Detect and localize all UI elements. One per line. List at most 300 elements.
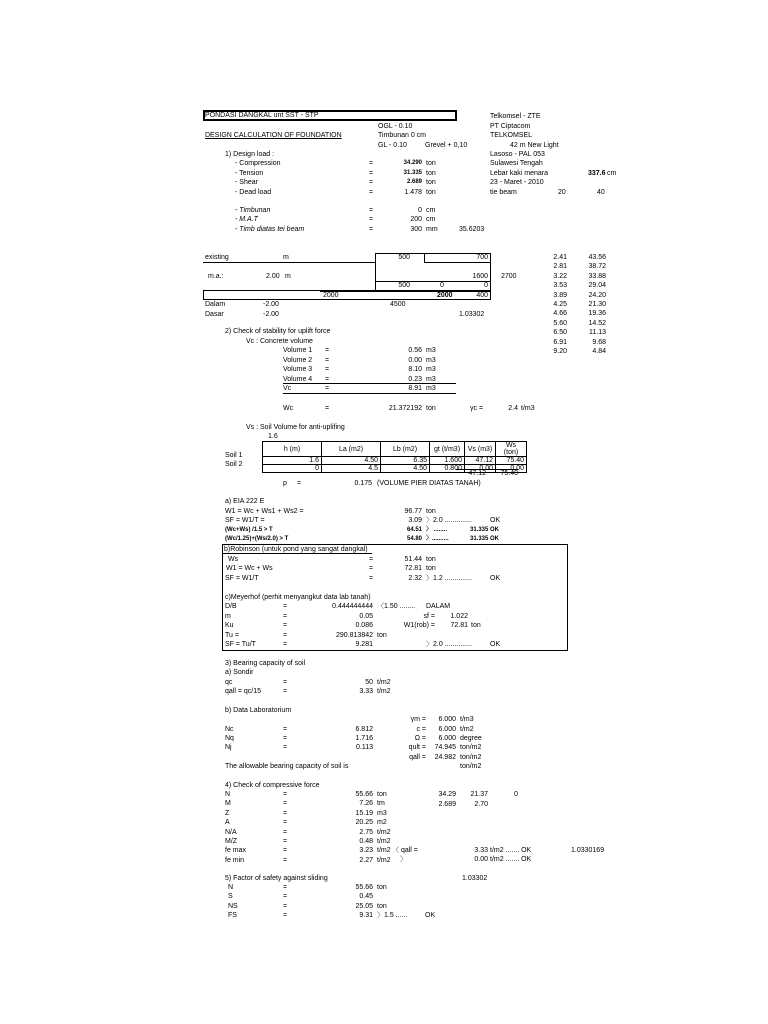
sliding-value: 55.66 [355, 884, 373, 891]
bearing-sub: a) Sondir [225, 669, 254, 676]
bearing-phi: Ω = [414, 735, 426, 742]
comp-eq: = [283, 809, 288, 817]
sliding-value: 0.45 [359, 893, 373, 901]
eia-sf: SF = W1/T = [225, 517, 265, 524]
section-col2-value: 9.68 [592, 338, 606, 346]
meyerhof-ku-value: 0.086 [355, 622, 373, 629]
load-label: - Dead load [235, 189, 272, 196]
volume-eq: = [325, 385, 330, 392]
robinson-value: 72.81 [404, 565, 422, 572]
row-500: 500 [398, 282, 410, 289]
eia-heading: a) EIA 222 E [225, 498, 265, 505]
load-value: 2.689 [406, 179, 422, 185]
meyerhof-eq: = [283, 603, 288, 610]
meyerhof-ku: Ku [225, 622, 234, 629]
right-info-3: 42 m New Light [510, 142, 559, 149]
dalam-label: Dalam [205, 301, 226, 308]
section-col2-value: 21.30 [588, 301, 606, 308]
comp-unit: t/m2 [377, 856, 391, 864]
right-info-0: Telkomsel - ZTE [490, 113, 541, 120]
meyerhof-eq: = [283, 641, 288, 648]
sliding-eq: = [283, 884, 288, 891]
sliding-unit: ton [377, 902, 387, 910]
bearing-heading: 3) Bearing capacity of soil [225, 660, 306, 667]
bearing-qc-value: 50 [365, 679, 373, 686]
comp-eq: = [283, 838, 288, 845]
compressive-heading: 4) Check of compressive force [225, 782, 320, 789]
vc-label: Vc : Concrete volume [246, 338, 313, 345]
eia-l4-ok: OK [490, 536, 499, 542]
robinson-eq: = [369, 565, 374, 572]
bearing-gm-unit: t/m3 [460, 716, 474, 723]
robinson-heading: b)Robinson (untuk pond yang sangat dangkal) [224, 546, 368, 553]
value-2700: 2700 [501, 273, 517, 280]
comp-label: N/A [225, 828, 237, 836]
bearing-nj-value: 0.113 [356, 744, 373, 751]
bearing-qult-unit: ton/m2 [460, 744, 482, 751]
eia-l3-value: 64.51 [406, 527, 422, 533]
eia-sf-ok: OK [490, 517, 501, 524]
dasar-value: -2.00 [263, 311, 279, 318]
robinson-eq: = [369, 556, 374, 563]
load2-unit: cm [426, 216, 436, 223]
bearing-nc: Nc [225, 726, 234, 733]
gc-value: 2.4 [508, 405, 518, 412]
comp-eq: = [283, 856, 288, 864]
section-line [203, 262, 376, 263]
existing-label: existing [205, 254, 229, 261]
sliding-val-right: 1.03302 [462, 875, 488, 882]
comp-n-b: 21.37 [470, 791, 488, 798]
volume-value: 0.23 [408, 376, 422, 383]
robinson-cmp: 〉1.2 .............. [426, 575, 472, 582]
bearing-eq: = [283, 688, 288, 695]
robinson-unit: ton [426, 556, 436, 563]
volume-unit: m3 [426, 357, 436, 364]
comp-femax-extra: 1.0330169 [571, 847, 605, 854]
robinson-label: SF = W1/T [225, 575, 259, 582]
comp-label: fe min [225, 856, 245, 864]
right-info-2: TELKOMSEL [490, 132, 533, 139]
soil-header: gt (t/m3) [430, 442, 465, 457]
load2-value: 300 [410, 226, 422, 233]
load-unit: ton [426, 170, 436, 177]
comp-label: N [225, 791, 231, 798]
section-col2-value: 19.36 [588, 310, 606, 318]
comp-value: 2.75 [359, 828, 373, 836]
eia-l4-cmp: 〉.......... [426, 536, 449, 542]
bearing-qall2: qall = [409, 754, 426, 761]
section-line [424, 262, 491, 263]
comp-label: M/Z [225, 838, 238, 845]
soil-header: La (m2) [322, 442, 381, 457]
section-col1-value: 3.22 [553, 272, 567, 280]
eia-l4-value: 54.80 [406, 536, 422, 542]
bearing-qall2-value: 24.982 [434, 754, 456, 761]
wc-label: Wc [283, 405, 294, 412]
comp-eq: = [283, 791, 288, 798]
eia-sf-cmp: 〉2.0 .............. [426, 517, 472, 524]
meyerhof-w1rob-unit: ton [471, 622, 481, 629]
bearing-nq: Nq [225, 735, 234, 742]
soil-cell: 75.40 [496, 457, 527, 465]
load2-extra: 35.6203 [459, 226, 485, 233]
volume-label: Volume 1 [283, 347, 313, 354]
comp-label: Z [225, 809, 230, 817]
right-info-8: tie beam [490, 189, 517, 196]
load-eq: = [369, 179, 374, 186]
comp-m-a: 2.689 [438, 801, 456, 808]
grevel-label: Grevel + 0,10 [425, 142, 468, 149]
robinson-value: 51.44 [404, 556, 422, 563]
eia-w1-value: 96.77 [404, 508, 422, 515]
comp-unit: m3 [377, 809, 387, 817]
comp-unit: t/m2 [377, 838, 391, 845]
load-value: 1.478 [404, 189, 422, 196]
right-info-1: PT Ciptacom [490, 123, 531, 130]
comp-label: A [225, 819, 230, 827]
comp-unit: m2 [377, 819, 387, 827]
load2-value: 0 [418, 207, 422, 214]
dalam-value: -2.00 [263, 301, 279, 308]
bottom-2000b: 2000 [437, 292, 453, 299]
ma-unit: m [285, 273, 291, 280]
section-col1-value: 2.81 [553, 263, 567, 271]
bearing-eq: = [283, 744, 288, 751]
soil-header: h (m) [263, 442, 322, 457]
bearing-qall-value: 3.33 [359, 688, 373, 695]
value-103302: 1.03302 [459, 311, 485, 318]
robinson-label: W1 = Wc + Ws [226, 565, 273, 572]
section-line [320, 290, 491, 292]
soil-header: Ws (ton) [496, 442, 527, 457]
bearing-c-value: 6.000 [438, 726, 456, 733]
document-title: PONDASI DANGKAL unt SST - STP [205, 112, 319, 119]
section-col2-value: 14.52 [588, 319, 606, 327]
p-eq: = [297, 480, 302, 487]
load2-label: - Timbunan [235, 207, 271, 214]
bearing-c-unit: t/m2 [460, 726, 474, 733]
meyerhof-eq: = [283, 632, 288, 639]
comp-n-c: 0 [514, 791, 518, 798]
bearing-qall: qall = qc/15 [225, 688, 261, 695]
bearing-lab: b) Data Laboratorium [225, 707, 292, 714]
robinson-eq: = [369, 575, 374, 582]
soil-header: Vs (m3) [465, 442, 496, 457]
volume-value: 8.10 [408, 366, 422, 373]
robinson-unit: ton [426, 565, 436, 572]
meyerhof-m: m [225, 613, 231, 620]
wc-value: 21.372192 [388, 405, 422, 412]
volume-eq: = [325, 357, 330, 364]
sliding-label: FS [228, 912, 237, 920]
robinson-label: Ws [228, 556, 239, 563]
meyerhof-tu: Tu = [225, 632, 239, 639]
comp-unit: t/m2 [377, 847, 391, 855]
soil-cell: 4.50 [381, 465, 430, 473]
value-4500: 4500 [390, 301, 406, 308]
soil-total-vs: 47.12 [468, 470, 486, 477]
meyerhof-m-value: 0.05 [359, 613, 373, 620]
section-col1-value: 2.41 [553, 254, 567, 261]
comp-value: 7.26 [359, 800, 373, 808]
soil-cell: 47.12 [465, 457, 496, 465]
comp-value: 2.27 [359, 856, 373, 864]
sliding-label: N [228, 884, 234, 891]
comp-eq: = [283, 800, 288, 808]
comp-femin-value: 0.00 [474, 856, 488, 863]
soil-cell: 4.5 [322, 465, 381, 473]
tie-beam-a: 20 [558, 189, 566, 196]
meyerhof-w1rob-value: 72.81 [450, 622, 468, 629]
load-value: 31.335 [403, 170, 422, 176]
comp-label: M [225, 800, 231, 808]
p-value: 0.175 [354, 480, 372, 487]
meyerhof-sf-value: 1.022 [450, 613, 468, 620]
section-col1-value: 5.60 [553, 319, 567, 327]
section-col1-value: 3.53 [553, 282, 567, 290]
eia-l3: (Wc+Ws) /1.5 > T [225, 527, 273, 533]
comp-unit: ton [377, 791, 387, 798]
load-eq: = [369, 160, 374, 167]
comp-unit: t/m2 [377, 828, 391, 836]
box-700: 700 [476, 254, 488, 261]
volume-label: Volume 2 [283, 357, 313, 364]
meyerhof-sf2-cmp: 〉2.0 .............. [426, 641, 472, 648]
robinson-value: 2.32 [408, 575, 422, 582]
load-unit: ton [426, 179, 436, 186]
sliding-eq: = [283, 902, 288, 910]
meyerhof-db: D/B [225, 603, 237, 610]
soil-total-ws: 75.40 [500, 470, 518, 477]
eia-l4: (Wc/1.25)+(Ws/2.0) > T [225, 536, 289, 542]
bearing-c: c = [416, 726, 426, 733]
meyerhof-sf-label: sf = [423, 613, 435, 620]
sliding-eq: = [283, 912, 288, 920]
volume-unit: m3 [426, 385, 436, 392]
section-col1-value: 6.91 [553, 338, 567, 346]
eia-l4-t: 31.335 [470, 536, 489, 542]
soil-cell: 0.00 [465, 465, 496, 473]
bearing-qc-unit: t/m2 [377, 679, 391, 686]
meyerhof-eq: = [283, 613, 288, 620]
load2-value: 200 [410, 216, 422, 223]
bearing-gm-value: 6.000 [438, 716, 456, 723]
right-info-5: Sulawesi Tengah [490, 160, 543, 167]
bearing-qult-value: 74.945 [434, 744, 456, 751]
timbunan-label: Timbunan 0 cm [378, 132, 426, 139]
design-load-heading: 1) Design load : [225, 151, 275, 158]
gc-label: γc = [470, 405, 484, 412]
box-1600: 1600 [472, 273, 488, 280]
bottom-400: 400 [476, 292, 488, 299]
load2-unit: mm [426, 226, 438, 233]
section-col2-value: 33.88 [588, 272, 606, 280]
load-label: - Compression [235, 160, 281, 167]
ogl-label: OGL - 0.10 [378, 123, 413, 130]
soil-cell: 0.00 [496, 465, 527, 473]
right-info-7: 23 - Maret - 2010 [490, 179, 544, 186]
load-unit: ton [426, 160, 436, 167]
meyerhof-sf2: SF = Tu/T [225, 641, 256, 648]
load2-label: - M.A.T [235, 216, 258, 223]
gc-unit: t/m3 [521, 405, 535, 412]
load-value: 34.290 [403, 160, 422, 166]
section-col1-value: 4.25 [553, 301, 567, 308]
load2-eq: = [369, 226, 374, 233]
section-col1-value: 6.50 [553, 329, 567, 337]
eia-l3-ok: OK [490, 527, 499, 533]
load-unit: ton [426, 189, 436, 196]
load2-unit: cm [426, 207, 436, 214]
meyerhof-w1rob-label: W1(rob) = [403, 622, 435, 629]
bottom-2000a: 2000 [323, 292, 339, 299]
section-col2-value: 11.13 [589, 329, 606, 337]
soil-cell: 0.800 [430, 465, 465, 473]
meyerhof-heading: c)Meyerhof (perhit menyangkut data lab tanah) [225, 594, 371, 601]
vs-sub: 1.6 [268, 433, 278, 440]
meyerhof-db-value: 0.444444444 [332, 603, 373, 610]
comp-value: 0.48 [359, 838, 373, 845]
soil-cell: 0 [263, 465, 322, 473]
bearing-allowable: The allowable bearing capacity of soil is [225, 763, 349, 770]
ma-label: m.a.: [208, 273, 224, 280]
tie-beam-b: 40 [597, 189, 605, 196]
bearing-qult: qult = [408, 744, 426, 751]
vs-label: Vs : Soil Volume for anti-uplifing [246, 424, 345, 431]
gl-label: GL - 0.10 [378, 142, 407, 149]
wc-unit: ton [426, 405, 436, 412]
stability-heading: 2) Check of stability for uplift force [225, 328, 331, 335]
comp-femax-cmp: 〈 qall = [392, 847, 418, 854]
meyerhof-eq: = [283, 622, 288, 629]
sliding-value: 9.31 [359, 912, 373, 920]
load-eq: = [369, 170, 374, 177]
existing-unit: m [283, 254, 289, 261]
bearing-eq: = [283, 735, 288, 742]
bearing-qc: qc [225, 679, 233, 686]
comp-eq: = [283, 819, 288, 827]
comp-eq: = [283, 847, 288, 855]
sliding-value: 25.05 [355, 902, 373, 910]
load2-eq: = [369, 216, 374, 223]
soil-cell: 1.600 [430, 457, 465, 465]
eia-sf-value: 3.09 [408, 517, 422, 524]
meyerhof-tu-value: 290.813842 [336, 632, 373, 639]
soil-cell: 1.6 [263, 457, 322, 465]
section-col2-value: 38.72 [588, 263, 606, 271]
comp-femin-ok: t/m2 ....... OK [490, 856, 532, 863]
section-col2-value: 24.20 [588, 291, 606, 299]
bearing-qall2-unit: ton/m2 [460, 754, 482, 761]
load-label: - Shear [235, 179, 258, 186]
meyerhof-db-cmp: 〈1.50 ........ [377, 603, 416, 610]
comp-value: 15.19 [355, 809, 373, 817]
sliding-label: NS [228, 902, 238, 910]
bearing-eq: = [283, 679, 288, 686]
document-subtitle: DESIGN CALCULATION OF FOUNDATION [205, 132, 342, 139]
box-500: 500 [398, 254, 410, 261]
volume-unit: m3 [426, 366, 436, 373]
row-0a: 0 [440, 282, 444, 289]
section-col1-value: 3.89 [553, 291, 567, 299]
eia-w1: W1 = Wc + Ws1 + Ws2 = [225, 508, 304, 515]
section-col1-value: 4.66 [553, 310, 567, 318]
soil-row-name: Soil 2 [225, 461, 243, 468]
right-info-4: Lasoso - PAL 053 [490, 151, 545, 158]
load-eq: = [369, 189, 374, 196]
lebar-unit: cm [607, 170, 617, 177]
bearing-allowable-unit: ton/m2 [460, 763, 482, 770]
sliding-fs-ok: OK [425, 912, 436, 919]
meyerhof-db-result: DALAM [426, 603, 451, 610]
meyerhof-sf2-ok: OK [490, 641, 501, 648]
bearing-nq-value: 1.716 [355, 735, 373, 742]
volume-value: 8.91 [408, 385, 422, 392]
eia-w1-unit: ton [426, 508, 436, 515]
bearing-phi-unit: degree [460, 735, 482, 742]
bearing-nc-value: 6.812 [355, 726, 373, 733]
volume-unit: m3 [426, 347, 436, 354]
eia-l3-cmp: 〉 ........ [426, 527, 448, 533]
eia-l3-t: 31.335 [470, 527, 489, 533]
p-label: p [283, 480, 287, 487]
comp-m-b: 2.70 [474, 801, 488, 808]
row-0b: 0 [484, 282, 488, 289]
meyerhof-sf2-value: 9.281 [355, 641, 373, 648]
volume-label: Vc [283, 385, 292, 392]
section-col2-value: 4.84 [592, 348, 606, 355]
comp-unit: tm [377, 800, 385, 808]
bearing-qall-unit: t/m2 [377, 688, 391, 695]
volume-eq: = [325, 376, 330, 383]
volume-label: Volume 3 [283, 366, 313, 373]
volume-eq: = [325, 347, 330, 354]
sliding-unit: 〉1.5 ...... [377, 912, 408, 920]
comp-eq: = [283, 828, 288, 836]
volume-unit: m3 [426, 376, 436, 383]
volume-label: Volume 4 [283, 376, 313, 383]
wc-eq: = [325, 405, 330, 412]
bearing-phi-value: 6.000 [438, 735, 456, 742]
p-note: (VOLUME PIER DIATAS TANAH) [377, 480, 481, 487]
soil-cell: 4.50 [322, 457, 381, 465]
sliding-heading: 5) Factor of safety against sliding [225, 875, 328, 882]
dasar-label: Dasar [205, 311, 224, 318]
volume-eq: = [325, 366, 330, 373]
section-col2-value: 29.04 [588, 282, 606, 290]
sliding-unit: ton [377, 884, 387, 891]
robinson-ok: OK [490, 575, 501, 582]
bearing-eq: = [283, 726, 288, 733]
bearing-gm: γm = [410, 716, 426, 723]
soil-cell: 6.35 [381, 457, 430, 465]
bearing-nj: Nj [225, 744, 232, 751]
sliding-eq: = [283, 893, 288, 901]
comp-femax-value: 3.33 [474, 847, 488, 854]
meyerhof-tu-unit: ton [377, 632, 387, 639]
volume-value: 0.00 [408, 357, 422, 364]
comp-value: 20.25 [355, 819, 373, 827]
comp-femin-cmp: 〉 [400, 856, 407, 863]
soil-total-line [456, 469, 518, 470]
volume-sum-line [283, 393, 456, 394]
comp-label: fe max [225, 847, 247, 855]
ma-value: 2.00 [266, 273, 280, 280]
comp-value: 3.23 [359, 847, 373, 855]
soil-row-name: Soil 1 [225, 452, 243, 459]
section-col2-value: 43.56 [588, 254, 606, 261]
